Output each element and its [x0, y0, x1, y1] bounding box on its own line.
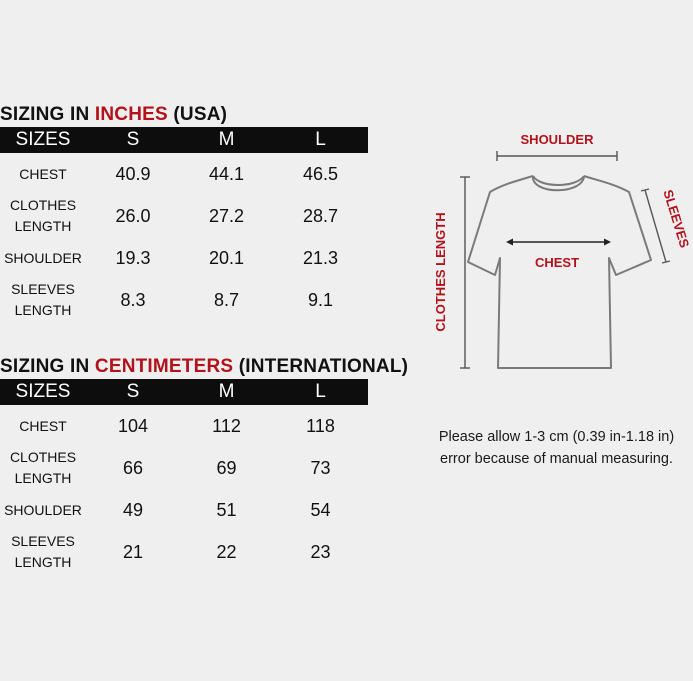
- header-cell-sizes: SIZES: [15, 381, 71, 402]
- note-line-1: Please allow 1-3 cm (0.39 in-1.18 in): [438, 429, 675, 445]
- chest-measure-arrow: [506, 239, 611, 246]
- measurement-note: [420, 426, 693, 470]
- table-row: [0, 195, 368, 237]
- cm-title-highlight: CENTIMETERS: [94, 356, 234, 377]
- centimeters-size-table: [0, 379, 368, 573]
- row-label: SHOULDER: [4, 249, 82, 266]
- table-row: [0, 279, 368, 321]
- header-cell-l: L: [315, 381, 326, 402]
- header-cell-sizes: SIZES: [15, 129, 71, 150]
- header-cell-l: L: [315, 129, 326, 150]
- table-header-row: [0, 379, 368, 405]
- cell-value: 21.3: [302, 247, 339, 268]
- shoulder-measure-line: [497, 151, 617, 161]
- inches-title-prefix: SIZING IN: [0, 104, 95, 125]
- tshirt-outline: [468, 176, 651, 368]
- header-cell-s: S: [126, 129, 140, 150]
- cm-title-suffix: (INTERNATIONAL): [233, 356, 409, 377]
- cell-value: 8.7: [213, 289, 240, 310]
- length-measure-line: [460, 177, 470, 368]
- cell-value: 21: [122, 541, 144, 562]
- cell-value: 8.3: [120, 289, 146, 310]
- shoulder-label: SHOULDER: [520, 132, 594, 147]
- header-cell-m: M: [218, 129, 235, 150]
- cell-value: 9.1: [307, 289, 334, 310]
- chest-label: CHEST: [534, 255, 580, 270]
- row-label: CHEST: [19, 165, 67, 182]
- cell-value: 66: [122, 457, 144, 478]
- inches-section-title: [0, 104, 227, 126]
- row-label: CLOTHES LENGTH: [9, 197, 77, 234]
- cell-value: 20.1: [208, 247, 245, 268]
- table-row: [0, 405, 368, 447]
- table-row: [0, 237, 368, 279]
- cell-value: 27.2: [208, 205, 245, 226]
- table-header-row: [0, 127, 368, 153]
- table-row: [0, 489, 368, 531]
- inches-size-table: [0, 127, 368, 321]
- cell-value: 118: [306, 415, 335, 436]
- centimeters-section-title: [0, 356, 408, 378]
- cell-value: 46.5: [302, 163, 339, 184]
- header-cell-m: M: [218, 381, 235, 402]
- clothes-length-label: CLOTHES LENGTH: [433, 212, 448, 332]
- table-row: [0, 447, 368, 489]
- cell-value: 23: [310, 541, 331, 562]
- cell-value: 104: [117, 415, 149, 436]
- row-label: SLEEVES LENGTH: [11, 281, 75, 318]
- cell-value: 19.3: [115, 247, 151, 268]
- table-row: [0, 153, 368, 195]
- cell-value: 49: [122, 499, 144, 520]
- note-line-2: error because of manual measuring.: [440, 451, 673, 467]
- cell-value: 28.7: [302, 205, 339, 226]
- row-label: SLEEVES LENGTH: [11, 533, 75, 570]
- cell-value: 51: [216, 499, 237, 520]
- sleeves-label: SLEEVES: [660, 187, 693, 250]
- row-label: CHEST: [19, 417, 67, 434]
- table-row: [0, 531, 368, 573]
- tshirt-measurement-diagram: [420, 120, 693, 380]
- row-label: CLOTHES LENGTH: [9, 449, 77, 486]
- cell-value: 69: [216, 457, 237, 478]
- cm-title-prefix: SIZING IN: [0, 356, 95, 377]
- cell-value: 40.9: [115, 163, 151, 184]
- header-cell-s: S: [126, 381, 140, 402]
- cell-value: 112: [212, 415, 241, 436]
- cell-value: 44.1: [208, 163, 245, 184]
- cell-value: 26.0: [115, 205, 151, 226]
- cell-value: 73: [310, 457, 331, 478]
- row-label: SHOULDER: [4, 501, 82, 518]
- inches-title-highlight: INCHES: [94, 104, 168, 125]
- cell-value: 54: [310, 499, 331, 520]
- inches-title-suffix: (USA): [167, 104, 228, 125]
- cell-value: 22: [216, 541, 237, 562]
